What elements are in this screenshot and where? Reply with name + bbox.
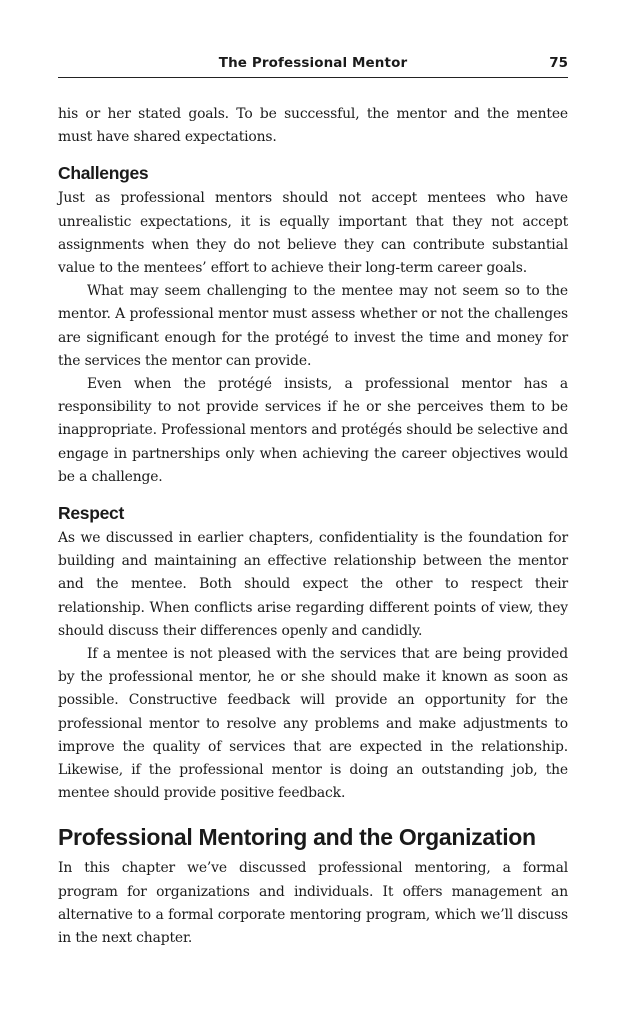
challenges-paragraph-3: Even when the protégé insists, a professional mentor has a responsibility to not provide services if he or she perceives them to be inappropriate. Professional mentors and protégés should be selective and engage in partnerships only when achieving the career objectives would be a challenge. <box>58 376 568 485</box>
intro-paragraph: his or her stated goals. To be successful, the mentor and the mentee must have shared expectations. <box>58 106 568 146</box>
page-body <box>58 103 568 950</box>
page-number: 75 <box>549 55 568 71</box>
challenges-paragraph-2: What may seem challenging to the mentee may not seem so to the mentor. A professional mentor must assess whether or not the challenges are significant enough for the protégé to invest the time and money for the services the mentor can provide. <box>58 283 568 369</box>
respect-paragraph-2: If a mentee is not pleased with the services that are being provided by the professional mentor, he or she should make it known as soon as possible. Constructive feedback will provide an opportunity for the professional mentor to resolve any problems and make adjustments to improve the quality of services that are expected in the relationship. Likewise, if the professional mentor is doing an outstanding job, the mentee should provide positive feedback. <box>58 646 568 802</box>
respect-paragraph-1: As we discussed in earlier chapters, confidentiality is the foundation for building and maintaining an effective relationship between the mentor and the mentee. Both should expect the other to respect their relationship. When conflicts arise regarding different points of view, they should discuss their differences openly and candidly. <box>58 530 568 639</box>
challenges-heading: Challenges <box>58 163 149 184</box>
organization-paragraph-1: In this chapter we’ve discussed professional mentoring, a formal program for organizations and individuals. It offers management an alternative to a formal corporate mentoring program, which we’ll discuss in the next chapter. <box>58 860 568 947</box>
challenges-paragraph-1: Just as professional mentors should not accept mentees who have unrealistic expectations, it is equally important that they not accept assignments when they do not believe they can contribute substantial value to the mentees’ effort to achieve their long-term career goals. <box>58 190 568 277</box>
running-title: The Professional Mentor <box>218 55 408 71</box>
organization-section <box>58 822 568 950</box>
organization-heading: Professional Mentoring and the Organization <box>58 824 536 851</box>
respect-section <box>58 501 568 805</box>
respect-heading: Respect <box>58 503 124 524</box>
running-header <box>58 55 568 78</box>
challenges-section <box>58 161 568 489</box>
